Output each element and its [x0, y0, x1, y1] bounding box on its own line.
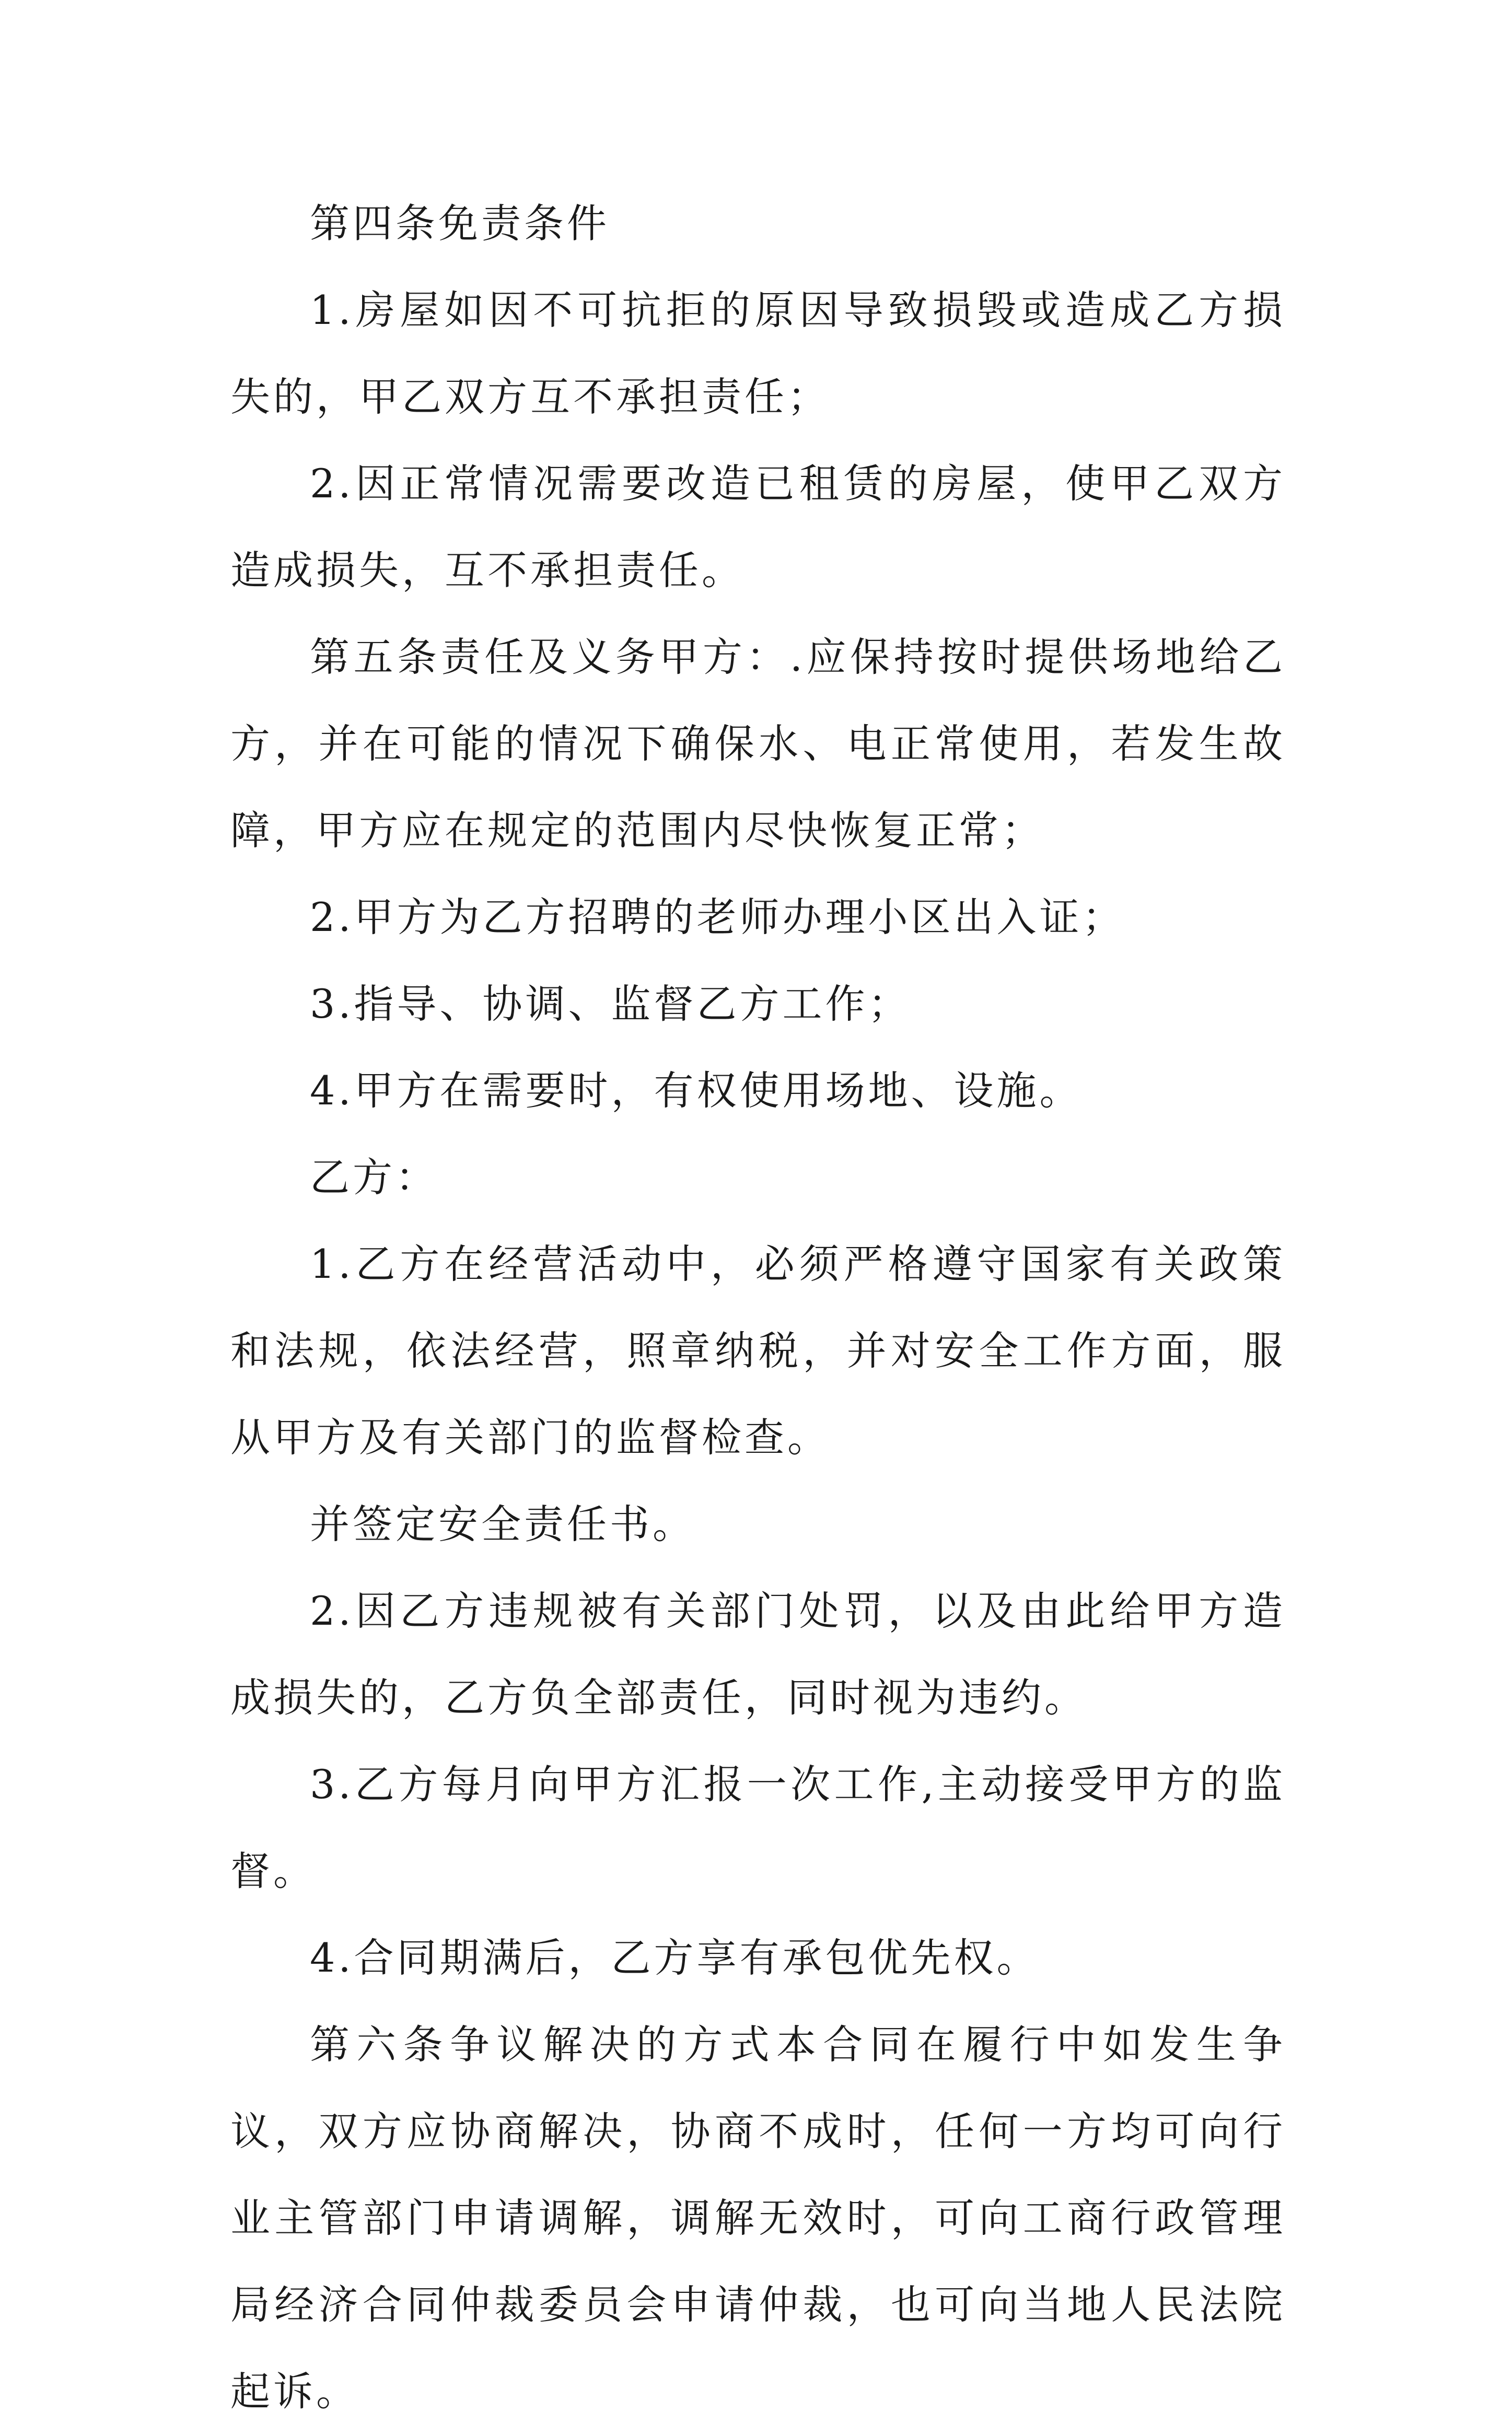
section-heading-article-6: 第六条争议解决的方式本合同在履行中如发生争议，双方应协商解决，协商不成时，任何一方均可向行业主管部门申请调解，调解无效时，可向工商行政管理局经济合同仲裁委员会申请仲裁，也可向当地人民法院起诉。 — [230, 2021, 1286, 2415]
clause-paragraph: 3.乙方每月向甲方汇报一次工作,主动接受甲方的监督。 — [230, 1761, 1286, 1894]
section-heading-article-5: 第五条责任及义务甲方：.应保持按时提供场地给乙方，并在可能的情况下确保水、电正常使用，若发生故障，甲方应在规定的范围内尽快恢复正常； — [230, 634, 1286, 854]
clause-paragraph: 3.指导、协调、监督乙方工作； — [310, 981, 911, 1027]
clause-paragraph: 4.甲方在需要时，有权使用场地、设施。 — [310, 1067, 1083, 1114]
clause-paragraph: 2.甲方为乙方招聘的老师办理小区出入证； — [310, 894, 1125, 940]
clause-paragraph: 1.乙方在经营活动中，必须严格遵守国家有关政策和法规，依法经营，照章纳税，并对安全工作方面，服从甲方及有关部门的监督检查。 — [230, 1241, 1286, 1461]
document-body — [230, 180, 1286, 2435]
party-b-label: 乙方： — [310, 1154, 438, 1201]
clause-paragraph: 2.因正常情况需要改造已租赁的房屋，使甲乙双方造成损失，互不承担责任。 — [230, 460, 1286, 593]
clause-paragraph: 1.房屋如因不可抗拒的原因导致损毁或造成乙方损失的，甲乙双方互不承担责任； — [230, 287, 1286, 420]
clause-paragraph: 2.因乙方违规被有关部门处罚，以及由此给甲方造成损失的，乙方负全部责任，同时视为违约。 — [230, 1588, 1286, 1721]
clause-paragraph: 4.合同期满后，乙方享有承包优先权。 — [310, 1935, 1040, 1981]
clause-paragraph: 并签定安全责任书。 — [310, 1501, 695, 1547]
section-heading-article-4: 第四条免责条件 — [310, 200, 610, 247]
